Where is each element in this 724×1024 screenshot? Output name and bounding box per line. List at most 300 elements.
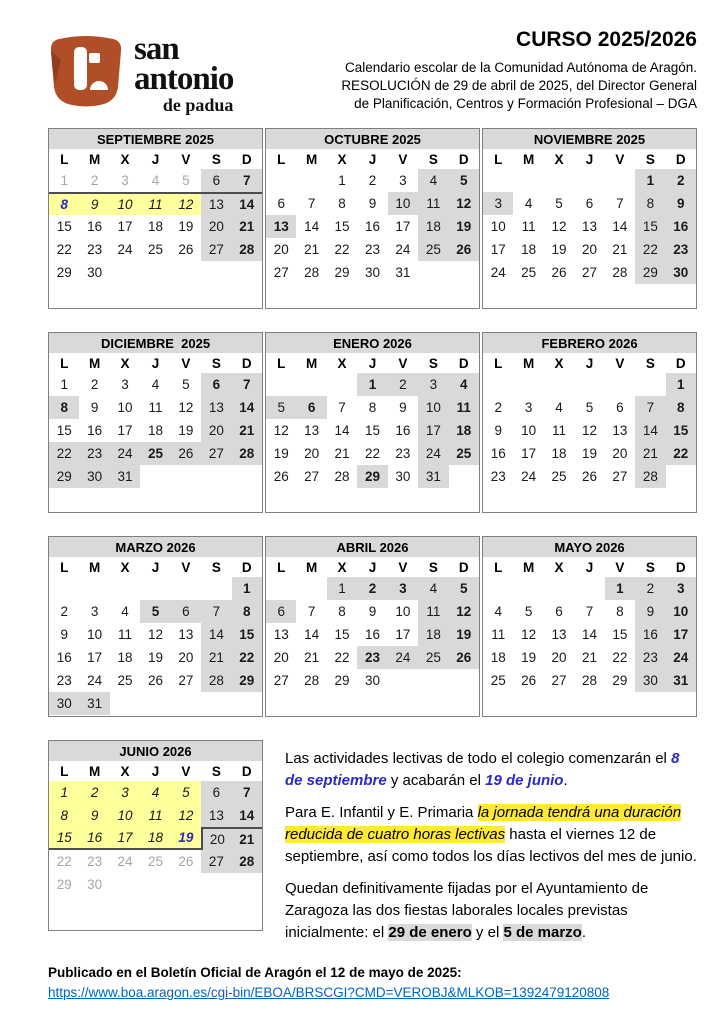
- weekday-label: L: [60, 764, 69, 779]
- day-cell: 6: [171, 600, 201, 623]
- note-text: hasta el viernes 12 de septiembre, así como todos los días lectivos del mes de junio.: [285, 826, 697, 866]
- day-cell: 28: [304, 265, 320, 280]
- day-cell: 7: [307, 604, 316, 619]
- day-cell: 21: [612, 242, 628, 257]
- day-cell: 14: [232, 396, 262, 419]
- day-cell: 27: [201, 850, 231, 873]
- day-cell-empty: [513, 577, 543, 600]
- day-cell: 7: [585, 604, 594, 619]
- page-footer: [48, 965, 697, 1000]
- month-title: SEPTIEMBRE 2025: [49, 129, 262, 149]
- day-cell: 20: [612, 446, 628, 461]
- note-text: y acabarán el: [386, 772, 486, 790]
- day-cell: 5: [524, 604, 533, 619]
- day-cell: 24: [418, 442, 448, 465]
- day-cell: 1: [232, 577, 262, 600]
- day-cell-empty: [171, 465, 201, 488]
- day-cell: 12: [521, 627, 537, 642]
- day-cell: 28: [232, 442, 262, 465]
- day-cell: 10: [490, 219, 506, 234]
- day-cell: 15: [232, 623, 262, 646]
- month-title: DICIEMBRE 2025: [49, 333, 262, 353]
- day-cell: 30: [79, 465, 109, 488]
- day-cell: 26: [147, 673, 163, 688]
- weekday-label: J: [368, 152, 377, 167]
- day-cell: 17: [110, 827, 140, 850]
- day-cell: 19: [449, 623, 479, 646]
- day-cell: 4: [555, 400, 563, 415]
- day-cell-empty: [201, 692, 231, 715]
- day-cell-empty: [544, 169, 574, 192]
- weekday-label: L: [494, 152, 503, 167]
- day-cell: 19: [551, 242, 567, 257]
- day-cell-empty: [605, 373, 635, 396]
- day-cell: 2: [368, 173, 377, 188]
- day-cell: 22: [612, 650, 628, 665]
- day-cell: 24: [87, 673, 103, 688]
- day-cell: 23: [87, 242, 103, 257]
- day-cell: 31: [395, 265, 411, 280]
- weekday-label: V: [398, 152, 408, 167]
- day-cell: 4: [494, 604, 502, 619]
- day-cell: 8: [666, 396, 696, 419]
- day-cell: 11: [418, 600, 448, 623]
- month-title: MAYO 2026: [483, 537, 696, 557]
- day-cell-empty: [201, 261, 231, 284]
- day-cell: 12: [449, 600, 479, 623]
- masthead: [341, 22, 697, 114]
- note-highlight: la jornada tendrá una duración reducida de cuatro horas lectivas: [285, 804, 682, 844]
- weekday-label: M: [523, 356, 535, 371]
- weekday-label: J: [368, 356, 377, 371]
- note-paragraph: [285, 878, 697, 944]
- month-noviembre-2025: [482, 128, 697, 309]
- day-cell: 17: [521, 446, 537, 461]
- day-cell: 10: [666, 600, 696, 623]
- day-cell: 30: [87, 265, 103, 280]
- day-cell-empty: [232, 873, 262, 896]
- weekday-label: V: [615, 356, 625, 371]
- day-cell: 12: [171, 192, 201, 215]
- day-cell: 21: [635, 442, 665, 465]
- day-cell: 16: [635, 623, 665, 646]
- day-cell: 13: [612, 423, 628, 438]
- school-logo-icon: [48, 32, 124, 115]
- weekday-label: L: [60, 152, 69, 167]
- day-grid: [483, 577, 696, 692]
- day-cell: 29: [56, 265, 72, 280]
- day-cell-empty: [140, 692, 170, 715]
- day-cell-empty: [171, 692, 201, 715]
- day-cell: 14: [635, 419, 665, 442]
- day-cell: 24: [117, 242, 133, 257]
- weekday-label: D: [241, 560, 252, 575]
- day-cell: 5: [449, 169, 479, 192]
- notes-block: [285, 740, 697, 954]
- day-cell: 25: [147, 242, 163, 257]
- day-cell: 19: [178, 423, 194, 438]
- weekday-header: [483, 149, 696, 169]
- day-cell: 17: [117, 219, 133, 234]
- note-highlight: 19 de junio: [485, 772, 564, 790]
- day-cell: 7: [307, 196, 316, 211]
- day-cell: 27: [304, 469, 320, 484]
- day-cell: 14: [232, 804, 262, 827]
- day-cell: 24: [117, 854, 133, 869]
- weekday-label: M: [89, 152, 101, 167]
- day-cell: 28: [581, 673, 597, 688]
- month-diciembre-2025: [48, 332, 263, 513]
- day-cell-empty: [296, 169, 326, 192]
- day-cell: 26: [551, 265, 567, 280]
- day-cell: 9: [90, 400, 99, 415]
- day-cell: 23: [56, 673, 72, 688]
- day-cell: 11: [140, 804, 170, 827]
- day-cell: 29: [232, 669, 262, 692]
- weekday-label: X: [554, 560, 564, 575]
- day-grid: [266, 577, 479, 692]
- day-cell: 21: [232, 827, 262, 850]
- month-title: MARZO 2026: [49, 537, 262, 557]
- day-cell: 20: [201, 827, 231, 850]
- day-cell: 29: [334, 265, 350, 280]
- day-cell: 27: [612, 469, 628, 484]
- day-cell: 28: [635, 465, 665, 488]
- weekday-label: S: [211, 764, 221, 779]
- day-cell: 9: [635, 600, 665, 623]
- day-cell-empty: [513, 169, 543, 192]
- day-cell-empty: [449, 669, 479, 692]
- day-cell-empty: [296, 373, 326, 396]
- day-cell: 23: [635, 646, 665, 669]
- day-cell: 8: [635, 192, 665, 215]
- subtitle-line-1: Calendario escolar de la Comunidad Autónoma de Aragón.: [345, 60, 697, 75]
- subtitle-line-2: RESOLUCIÓN de 29 de abril de 2025, del Director General: [341, 78, 697, 94]
- day-cell: 9: [368, 196, 377, 211]
- weekday-label: X: [554, 356, 564, 371]
- day-cell: 6: [201, 373, 231, 396]
- course-title: CURSO 2025/2026: [516, 28, 697, 51]
- day-cell-empty: [635, 373, 665, 396]
- day-cell: 23: [364, 242, 380, 257]
- weekday-header: [483, 557, 696, 577]
- day-cell-empty: [232, 261, 262, 284]
- day-cell: 3: [666, 577, 696, 600]
- day-cell: 27: [581, 265, 597, 280]
- day-cell: 22: [635, 238, 665, 261]
- day-cell-empty: [418, 669, 448, 692]
- logo-word-antonio: antonio: [134, 61, 234, 98]
- day-cell: 13: [304, 423, 320, 438]
- day-cell: 24: [490, 265, 506, 280]
- day-cell: 17: [87, 650, 103, 665]
- day-cell: 1: [49, 781, 79, 804]
- day-cell: 10: [521, 423, 537, 438]
- day-cell: 25: [418, 646, 448, 669]
- day-cell: 5: [585, 400, 594, 415]
- day-cell: 4: [418, 169, 448, 192]
- day-cell: 16: [79, 827, 109, 850]
- day-cell-empty: [513, 373, 543, 396]
- month-title: ABRIL 2026: [266, 537, 479, 557]
- weekday-label: X: [120, 764, 130, 779]
- day-cell-empty: [266, 169, 296, 192]
- weekday-label: L: [277, 356, 286, 371]
- day-cell: 5: [140, 600, 170, 623]
- day-cell: 13: [178, 627, 194, 642]
- day-cell: 17: [117, 423, 133, 438]
- note-paragraph: [285, 748, 697, 792]
- weekday-label: M: [306, 152, 318, 167]
- weekday-label: D: [458, 356, 469, 371]
- day-cell: 26: [449, 238, 479, 261]
- day-cell: 20: [551, 650, 567, 665]
- day-cell: 7: [232, 169, 262, 192]
- day-cell-empty: [140, 873, 170, 896]
- note-text: Las actividades lectivas de todo el colegio comenzarán el: [285, 750, 672, 767]
- day-cell: 5: [555, 196, 563, 211]
- day-cell: 4: [524, 196, 533, 211]
- day-cell: 13: [201, 192, 231, 215]
- day-cell: 15: [666, 419, 696, 442]
- weekday-header: [483, 353, 696, 373]
- day-cell: 2: [666, 169, 696, 192]
- weekday-label: D: [675, 560, 686, 575]
- day-cell-empty: [140, 577, 170, 600]
- day-cell: 21: [304, 242, 320, 257]
- weekday-label: X: [337, 152, 347, 167]
- day-cell: 4: [151, 377, 160, 392]
- day-cell: 29: [56, 877, 72, 892]
- day-cell: 1: [666, 373, 696, 396]
- day-cell: 19: [449, 215, 479, 238]
- note-highlight: 29 de enero: [388, 924, 472, 942]
- day-cell: 24: [666, 646, 696, 669]
- weekday-label: S: [428, 356, 438, 371]
- day-cell: 1: [60, 377, 68, 392]
- day-cell: 12: [171, 804, 201, 827]
- day-grid: [483, 373, 696, 488]
- weekday-label: S: [428, 152, 438, 167]
- day-cell: 23: [395, 446, 411, 461]
- day-cell-empty: [449, 465, 479, 488]
- weekday-label: X: [554, 152, 564, 167]
- day-cell: 2: [60, 604, 68, 619]
- day-cell: 9: [60, 627, 68, 642]
- weekday-label: X: [120, 560, 130, 575]
- day-cell: 27: [551, 673, 567, 688]
- day-cell: 4: [449, 373, 479, 396]
- day-cell: 10: [110, 192, 140, 215]
- day-cell: 25: [418, 238, 448, 261]
- day-cell: 31: [110, 465, 140, 488]
- day-cell: 3: [418, 373, 448, 396]
- day-cell: 3: [524, 400, 533, 415]
- day-grid: [266, 169, 479, 284]
- day-cell: 15: [364, 423, 380, 438]
- weekday-label: M: [89, 764, 101, 779]
- day-cell: 6: [201, 169, 231, 192]
- day-cell: 1: [60, 173, 68, 188]
- day-cell: 1: [357, 373, 387, 396]
- day-cell: 25: [117, 673, 133, 688]
- day-cell: 26: [521, 673, 537, 688]
- day-cell: 19: [178, 219, 194, 234]
- day-cell: 10: [395, 604, 411, 619]
- day-cell: 11: [148, 400, 163, 415]
- day-cell: 7: [635, 396, 665, 419]
- day-cell: 12: [178, 400, 194, 415]
- day-cell: 3: [388, 577, 418, 600]
- day-cell-empty: [483, 169, 513, 192]
- day-cell: 11: [140, 192, 170, 215]
- day-cell: 5: [266, 396, 296, 419]
- day-cell-empty: [574, 169, 604, 192]
- weekday-label: X: [337, 560, 347, 575]
- day-cell: 30: [666, 261, 696, 284]
- day-cell: 3: [121, 173, 129, 188]
- day-cell: 27: [178, 673, 194, 688]
- day-cell: 7: [232, 781, 262, 804]
- day-cell-empty: [201, 465, 231, 488]
- day-cell: 9: [79, 192, 109, 215]
- day-cell: 1: [338, 173, 346, 188]
- weekday-label: J: [151, 764, 160, 779]
- day-cell: 8: [338, 196, 346, 211]
- day-cell-empty: [232, 465, 262, 488]
- day-cell: 23: [490, 469, 506, 484]
- day-cell: 30: [395, 469, 411, 484]
- day-cell: 5: [182, 377, 190, 392]
- note-paragraph: [285, 802, 697, 868]
- day-cell: 14: [304, 219, 320, 234]
- month-septiembre-2025: [48, 128, 263, 309]
- day-cell: 17: [666, 623, 696, 646]
- day-cell: 9: [666, 192, 696, 215]
- weekday-label: D: [675, 356, 686, 371]
- day-cell: 5: [182, 173, 190, 188]
- day-cell-empty: [605, 169, 635, 192]
- day-cell: 24: [395, 242, 411, 257]
- logo-word-san: san: [134, 30, 179, 67]
- day-cell: 16: [364, 627, 380, 642]
- day-cell-empty: [171, 261, 201, 284]
- logo-word-de-padua: de padua: [162, 94, 234, 115]
- weekday-label: L: [494, 356, 503, 371]
- day-cell: 3: [399, 173, 407, 188]
- day-cell: 18: [147, 219, 163, 234]
- day-cell-empty: [544, 373, 574, 396]
- weekday-header: [49, 557, 262, 577]
- day-cell: 29: [49, 465, 79, 488]
- weekday-label: D: [458, 152, 469, 167]
- weekday-label: L: [494, 560, 503, 575]
- day-cell: 12: [147, 627, 163, 642]
- day-cell: 21: [304, 650, 320, 665]
- weekday-label: S: [211, 152, 221, 167]
- day-cell: 26: [178, 854, 194, 869]
- day-cell: 11: [449, 396, 479, 419]
- day-cell: 8: [49, 804, 79, 827]
- weekday-label: D: [675, 152, 686, 167]
- day-cell-empty: [266, 373, 296, 396]
- day-cell: 21: [334, 446, 350, 461]
- month-febrero-2026: [482, 332, 697, 513]
- month-abril-2026: [265, 536, 480, 717]
- weekday-label: J: [151, 356, 160, 371]
- month-title: FEBRERO 2026: [483, 333, 696, 353]
- day-cell: 2: [357, 577, 387, 600]
- day-cell: 31: [418, 465, 448, 488]
- day-grid: [266, 373, 479, 488]
- day-cell-empty: [418, 261, 448, 284]
- weekday-label: S: [211, 356, 221, 371]
- weekday-header: [266, 557, 479, 577]
- weekday-label: X: [120, 152, 130, 167]
- day-cell-empty: [296, 577, 326, 600]
- day-cell: 13: [201, 804, 231, 827]
- boa-link[interactable]: https://www.boa.aragon.es/cgi-bin/EBOA/BRSCGI?CMD=VEROBJ&MLKOB=1392479120808: [48, 985, 610, 1001]
- day-cell: 25: [140, 442, 170, 465]
- weekday-label: L: [277, 152, 286, 167]
- month-junio-2026: [48, 740, 263, 931]
- weekday-label: M: [523, 560, 535, 575]
- day-cell-empty: [483, 373, 513, 396]
- day-cell: 29: [357, 465, 387, 488]
- day-cell: 9: [368, 604, 377, 619]
- day-cell: 8: [49, 192, 79, 215]
- day-cell-empty: [483, 577, 513, 600]
- day-cell: 28: [232, 850, 262, 873]
- footer-label: Publicado en el Boletín Oficial de Aragón el 12 de mayo de 2025:: [48, 965, 462, 981]
- day-cell: 8: [232, 600, 262, 623]
- weekday-label: L: [60, 560, 69, 575]
- day-cell: 13: [266, 215, 296, 238]
- day-cell: 20: [304, 446, 320, 461]
- day-cell: 22: [666, 442, 696, 465]
- weekday-label: M: [306, 560, 318, 575]
- day-cell: 10: [418, 396, 448, 419]
- day-cell-empty: [110, 873, 140, 896]
- day-cell: 18: [140, 827, 170, 850]
- day-cell-empty: [666, 465, 696, 488]
- day-cell: 18: [147, 423, 163, 438]
- day-cell-empty: [110, 577, 140, 600]
- day-cell: 28: [232, 238, 262, 261]
- weekday-label: J: [585, 152, 594, 167]
- months-grid: [48, 128, 697, 717]
- day-cell: 6: [555, 604, 563, 619]
- weekday-label: D: [241, 764, 252, 779]
- day-cell: 18: [418, 623, 448, 646]
- day-cell: 28: [334, 469, 350, 484]
- day-cell-empty: [544, 577, 574, 600]
- day-cell: 20: [178, 650, 194, 665]
- weekday-label: D: [458, 560, 469, 575]
- day-cell-empty: [79, 577, 109, 600]
- day-cell: 1: [327, 577, 357, 600]
- day-cell: 6: [585, 196, 594, 211]
- day-cell: 30: [635, 669, 665, 692]
- day-cell: 22: [334, 242, 350, 257]
- day-cell: 23: [79, 442, 109, 465]
- day-cell: 8: [616, 604, 624, 619]
- day-cell: 22: [364, 446, 380, 461]
- day-cell: 21: [201, 646, 231, 669]
- day-cell: 22: [56, 854, 72, 869]
- day-cell: 30: [364, 673, 380, 688]
- day-cell: 30: [364, 265, 380, 280]
